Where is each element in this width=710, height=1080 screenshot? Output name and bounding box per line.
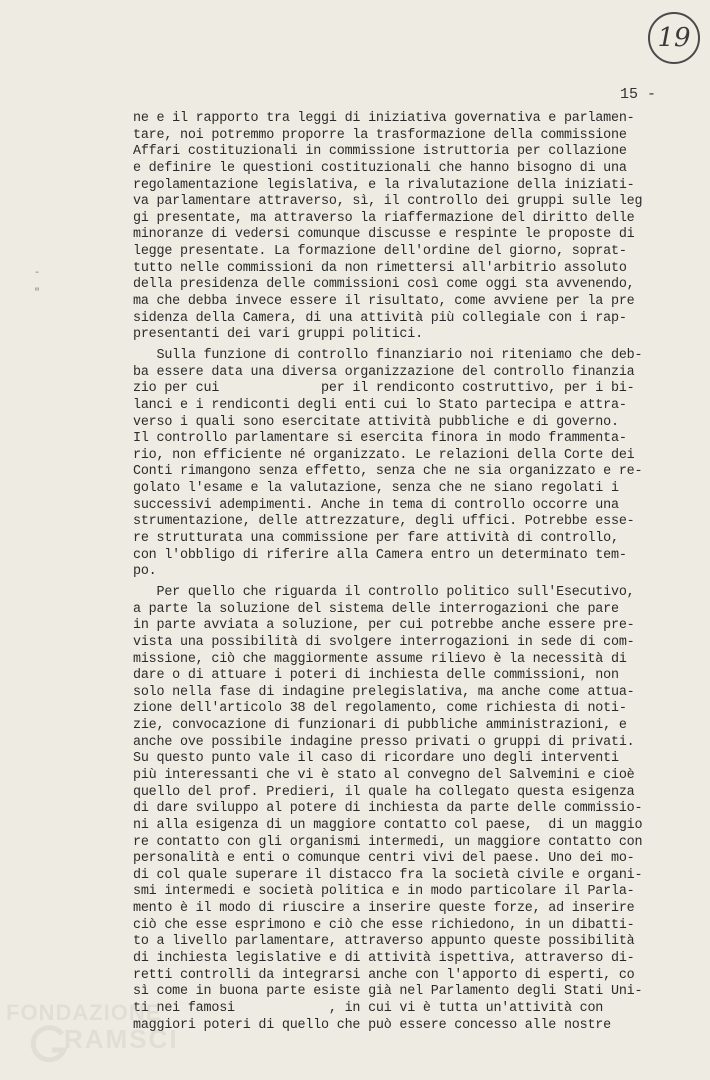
text-line: successivi adempimenti. Anche in tema di controllo occorre una [133,497,619,513]
text-line: golato l'esame e la valutazione, senza che ne siano regolati i [133,481,619,497]
text-line: lanci e i rendiconti degli enti cui lo Stato partecipa e attra- [133,397,627,413]
text-line: legge presentate. La formazione dell'ordine del giorno, soprat- [133,244,627,260]
text-line: minoranze di vedersi comunque discusse e respinte le proposte di [133,227,635,243]
text-line: ti nei famosi , in cui vi è tutta un'attività con [133,1000,604,1016]
text-line: presentanti dei vari gruppi politici. [133,327,423,343]
text-line: ne e il rapporto tra leggi di iniziativa governativa e parlamen- [133,111,635,126]
archive-watermark [6,1000,186,1072]
text-line: zie, convocazione di funzionari di pubbliche amministrazioni, e [133,718,627,734]
watermark-line1: FONDAZIONE [6,1000,162,1025]
text-line: regolamentazione legislativa, e la rivalutazione della iniziati- [133,177,635,193]
watermark-line2: RAMSCI [64,1024,179,1054]
text-line: della presidenza delle commissioni così come oggi sta avvenendo, [133,277,635,293]
text-line: ba essere data una diversa organizzazione del controllo finanzia [133,364,635,380]
text-line: Conti rimangono senza effetto, senza che ne sia organizzato e re- [133,464,643,480]
text-line: smi intermedi e società politica e in modo particolare il Parla- [133,884,635,900]
text-line: maggiori poteri di quello che può essere concesso alle nostre [133,1017,611,1033]
text-line: re strutturata una commissione per fare attività di controllo, [133,531,619,547]
text-line: Per quello che riguarda il controllo politico sull'Esecutivo, [133,584,635,600]
text-line: con l'obbligo di riferire alla Camera entro un determinato tem- [133,547,627,563]
text-line: tare, noi potremmo proporre la trasformazione della commissione [133,127,627,143]
text-line: ni alla esigenza di un maggiore contatto col paese, di un maggio [133,817,643,833]
text-line: solo nella fase di indagine prelegislativa, ma anche come attua- [133,684,635,700]
margin-mark: - [34,268,41,279]
text-line: di inchiesta legislative e di attività ispettiva, attraverso di- [133,951,635,967]
text-line: retti controlli da integrarsi anche con l'apporto di esperti, co [133,967,635,983]
folio-number-stamp: 19 [648,12,700,64]
text-line: verso i quali sono esercitate attività pubbliche e di governo. [133,414,619,430]
text-line: e definire le questioni costituzionali che hanno bisogno di una [133,160,627,176]
text-line: missione, ciò che maggiormente assume rilievo è la necessità di [133,651,627,667]
text-line: tutto nelle commissioni da non rimettersi all'arbitrio assoluto [133,260,627,276]
text-line: mento è il modo di riuscire a inserire queste forze, ad inserire [133,901,635,917]
text-line: gi presentate, ma attraverso la riaffermazione del diritto delle [133,210,635,226]
text-line: vista una possibilità di svolgere interrogazioni in sede di com- [133,634,635,650]
text-line: rio, non efficiente né organizzato. Le relazioni della Corte dei [133,447,635,463]
text-line: più interessanti che vi è stato al convegno del Salvemini e cioè [133,767,635,783]
text-line: anche ove possibile indagine presso privati o gruppi di privati. [133,734,635,750]
text-line: zione dell'articolo 38 del regolamento, come richiesta di noti- [133,701,627,717]
text-line: a parte la soluzione del sistema delle interrogazioni che pare [133,601,619,617]
typewritten-text [133,111,693,1034]
text-line: zio per cui per il rendiconto costruttivo, per i bi- [133,381,635,397]
text-line: re contatto con gli organismi intermedi, un maggiore contatto con [133,834,643,850]
text-line: ciò che esse esprimono e ciò che esse richiedono, in un dibatti- [133,917,635,933]
text-line: di col quale superare il distacco fra la società civile e organi- [133,867,643,883]
text-line: va parlamentare attraverso, sì, il controllo dei gruppi sulle leg [133,194,643,210]
text-line: Il controllo parlamentare si esercita finora in modo frammenta- [133,431,627,447]
text-line: dare o di attuare i poteri di inchiesta delle commissioni, non [133,668,619,684]
text-line: strumentazione, delle attrezzature, degli uffici. Potrebbe esse- [133,514,635,530]
text-line: in parte avviata a soluzione, per cui potrebbe anche essere pre- [133,618,635,634]
text-line: Affari costituzionali in commissione istruttoria per collazione [133,144,627,160]
text-line: sì come in buona parte esiste già nel Parlamento degli Stati Uni- [133,984,643,1000]
text-line: personalità e enti o comunque centri vivi del paese. Uno dei mo- [133,851,635,867]
text-line: Su questo punto vale il caso di ricordare uno degli interventi [133,751,619,767]
text-line: quello del prof. Predieri, il quale ha collegato questa esigenza [133,784,635,800]
margin-mark: " [34,288,41,299]
text-line: di dare sviluppo al potere di inchiesta da parte delle commissio- [133,801,643,817]
text-line: to a livello parlamentare, attraverso appunto queste possibilità [133,934,635,950]
text-line: sidenza della Camera, di una attività più collegiale con i rap- [133,310,627,326]
text-line: ma che debba invece essere il risultato, come avviene per la pre [133,294,635,310]
text-line: Sulla funzione di controllo finanziario noi riteniamo che deb- [133,347,643,363]
page-number: 15 - [620,86,657,103]
text-line: po. [133,564,157,580]
